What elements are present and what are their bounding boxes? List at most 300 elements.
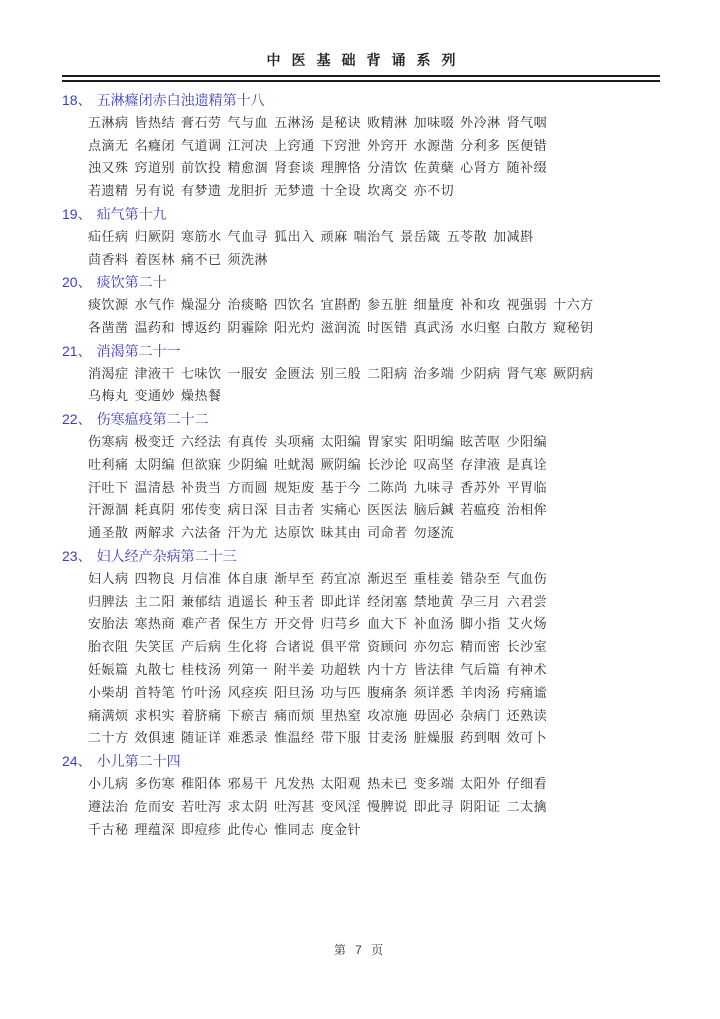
verse-item: 六君尝	[506, 593, 548, 609]
verse-item: 即此寻	[413, 798, 455, 814]
verse-item: 温清悬	[134, 479, 176, 495]
verse-row	[62, 682, 660, 705]
section	[62, 271, 660, 339]
verse-item: 水源凿	[413, 137, 455, 153]
verse-item: 内十方	[367, 661, 408, 677]
verse-item: 外窍开	[367, 137, 408, 153]
verse-item: 水气作	[134, 297, 176, 313]
verse-item: 阳明编	[413, 433, 455, 449]
verse-item: 禁地黄	[413, 593, 455, 609]
verse-item: 二十方	[88, 730, 129, 746]
verse-item: 乌梅丸	[88, 388, 129, 404]
verse-item: 此传心	[227, 821, 269, 837]
verse-item: 胎衣阻	[88, 639, 129, 655]
verse-item: 随证详	[181, 730, 222, 746]
verse-item: 存津液	[460, 456, 501, 472]
verse-item: 败精淋	[367, 114, 408, 130]
section-number: 21、	[62, 342, 92, 359]
verse-item: 点滴无	[88, 137, 129, 153]
verse-item: 六经法	[181, 433, 222, 449]
section	[62, 89, 660, 203]
verse-item: 补和攻	[460, 297, 501, 313]
verse-item: 医医法	[367, 502, 408, 518]
verse-item: 顽麻	[320, 228, 348, 244]
verse-item: 五淋病	[88, 114, 129, 130]
verse-item: 主二阳	[134, 593, 176, 609]
verse-item: 少阳编	[506, 433, 548, 449]
verse-item: 甘麦汤	[367, 730, 408, 746]
verse-item: 规矩废	[274, 479, 315, 495]
verse-item: 生化将	[227, 639, 269, 655]
verse-item: 昧其由	[320, 525, 362, 541]
verse-item: 列第一	[227, 661, 269, 677]
verse-item: 慢脾说	[367, 798, 408, 814]
verse-item: 基于今	[320, 479, 362, 495]
section	[62, 545, 660, 750]
verse-item: 气与血	[227, 114, 269, 130]
verse-item: 喘治气	[353, 228, 395, 244]
verse-item: 膏石劳	[181, 114, 222, 130]
verse-row	[62, 317, 660, 340]
verse-item: 分清饮	[367, 160, 408, 176]
verse-item: 水归壑	[460, 319, 501, 335]
verse-item: 疝任病	[88, 228, 129, 244]
verse-item: 治痰略	[227, 297, 269, 313]
verse-item: 脏燥服	[413, 730, 455, 746]
verse-item: 博返约	[181, 319, 222, 335]
verse-row	[62, 112, 660, 135]
verse-item: 下窍泄	[320, 137, 362, 153]
verse-item: 消渴症	[88, 365, 129, 381]
verse-item: 渐迟至	[367, 570, 408, 586]
section-title: 痰饮第二十	[96, 274, 167, 291]
verse-item: 着医林	[134, 251, 176, 267]
verse-item: 七味饮	[181, 365, 222, 381]
section	[62, 340, 660, 408]
verse-item: 治多端	[413, 365, 455, 381]
verse-item: 实痛心	[320, 502, 362, 518]
verse-item: 邪传变	[181, 502, 222, 518]
verse-item: 药到咽	[460, 730, 501, 746]
verse-item: 药宜凉	[320, 570, 362, 586]
section-heading	[62, 340, 660, 363]
page-header-title: 中医基础背诵系列	[266, 52, 467, 68]
verse-item: 疞痛谧	[506, 684, 548, 700]
verse-item: 六法备	[181, 525, 222, 541]
header-double-rule	[62, 75, 660, 82]
verse-item: 体自康	[227, 570, 269, 586]
verse-item: 错杂至	[460, 570, 501, 586]
verse-item: 叹高坚	[413, 456, 455, 472]
section	[62, 203, 660, 271]
verse-item: 厥阴编	[320, 456, 362, 472]
verse-item: 痛满烦	[88, 707, 129, 723]
verse-item: 燥热餐	[181, 388, 222, 404]
verse-item: 耗真阴	[134, 502, 176, 518]
verse-item: 重桂姜	[413, 570, 455, 586]
verse-item: 理脾恪	[320, 160, 362, 176]
verse-item: 毋固必	[413, 707, 455, 723]
verse-item: 十六方	[553, 297, 594, 313]
verse-item: 燥湿分	[181, 297, 222, 313]
verse-row	[62, 613, 660, 636]
verse-item: 补贵当	[181, 479, 222, 495]
section-heading	[62, 750, 660, 773]
section-title: 五淋癃闭赤白浊遗精第十八	[96, 92, 265, 108]
verse-item: 附半姜	[274, 661, 315, 677]
verse-row	[62, 591, 660, 614]
verse-item: 方而圆	[227, 479, 269, 495]
verse-item: 汗源涸	[88, 502, 129, 518]
verse-item: 肾气寒	[506, 365, 548, 381]
section-title: 小儿第二十四	[96, 753, 181, 770]
verse-item: 肾套谈	[274, 160, 315, 176]
verse-item: 厥阴病	[553, 365, 594, 381]
verse-item: 合诸说	[274, 639, 315, 655]
verse-row	[62, 727, 660, 750]
verse-item: 腹痛条	[367, 684, 408, 700]
verse-item: 少阴病	[460, 365, 501, 381]
verse-item: 五淋汤	[274, 114, 315, 130]
verse-item: 四饮名	[274, 297, 315, 313]
verse-item: 功超轶	[320, 661, 362, 677]
verse-item: 是秘诀	[320, 114, 362, 130]
verse-item: 羊肉汤	[460, 684, 501, 700]
verse-item: 若遗精	[88, 183, 129, 199]
verse-item: 温药和	[134, 319, 176, 335]
verse-item: 随补缀	[506, 160, 548, 176]
section-title: 消渴第二十一	[96, 342, 181, 359]
verse-item: 杂病门	[460, 707, 501, 723]
verse-item: 但欲寐	[181, 456, 222, 472]
verse-item: 求太阴	[227, 798, 269, 814]
verse-item: 极变迁	[134, 433, 176, 449]
verse-row	[62, 454, 660, 477]
sections	[62, 89, 660, 841]
verse-item: 气道调	[181, 137, 222, 153]
verse-item: 有梦遗	[181, 183, 222, 199]
section	[62, 408, 660, 545]
verse-item: 凡发热	[274, 775, 315, 791]
verse-item: 安胎法	[88, 616, 129, 632]
verse-item: 两解求	[134, 525, 176, 541]
verse-item: 丸散七	[134, 661, 176, 677]
verse-item: 度金针	[320, 821, 362, 837]
verse-item: 香苏外	[460, 479, 501, 495]
verse-item: 一服安	[227, 365, 269, 381]
verse-item: 吐利痛	[88, 456, 129, 472]
verse-item: 细量度	[413, 297, 455, 313]
verse-item: 痰饮源	[88, 297, 129, 313]
verse-item: 须详悉	[413, 684, 455, 700]
section-number: 18、	[62, 92, 92, 108]
verse-item: 妇人病	[88, 570, 129, 586]
verse-item: 气后篇	[460, 661, 501, 677]
verse-item: 即此详	[320, 593, 362, 609]
verse-item: 危而安	[134, 798, 176, 814]
verse-item: 孕三月	[460, 593, 501, 609]
verse-item: 吐泻甚	[274, 798, 315, 814]
verse-item: 艾火炀	[506, 616, 548, 632]
verse-item: 开交骨	[274, 616, 315, 632]
verse-item: 太阴编	[134, 456, 176, 472]
verse-row	[62, 705, 660, 728]
verse-item: 通圣散	[88, 525, 129, 541]
verse-item: 伤寒病	[88, 433, 129, 449]
section-title: 疝气第十九	[96, 205, 167, 222]
verse-item: 变多端	[413, 775, 455, 791]
verse-item: 眩苦呕	[460, 433, 501, 449]
verse-item: 外冷淋	[460, 114, 501, 130]
verse-item: 无梦遗	[274, 183, 315, 199]
verse-item: 少阴编	[227, 456, 269, 472]
verse-item: 热未已	[367, 775, 408, 791]
verse-item: 理蕴深	[134, 821, 176, 837]
verse-item: 茴香料	[88, 251, 129, 267]
section-heading	[62, 545, 660, 568]
verse-item: 阳光灼	[274, 319, 315, 335]
verse-item: 皆法律	[413, 661, 455, 677]
section-heading	[62, 89, 660, 112]
verse-item: 胃家实	[367, 433, 408, 449]
verse-item: 亦勿忘	[413, 639, 455, 655]
verse-item: 即痘疹	[181, 821, 222, 837]
verse-item: 脑后鍼	[413, 502, 455, 518]
verse-item: 名癃闭	[134, 137, 176, 153]
verse-item: 病日深	[227, 502, 269, 518]
verse-item: 治相侔	[506, 502, 548, 518]
verse-item: 目击者	[274, 502, 315, 518]
verse-item: 津液干	[134, 365, 176, 381]
verse-item: 补血汤	[413, 616, 455, 632]
verse-item: 加味啜	[413, 114, 455, 130]
verse-item: 须洗淋	[227, 251, 269, 267]
section-number: 23、	[62, 547, 92, 564]
verse-item: 小柴胡	[88, 684, 129, 700]
verse-item: 遵法治	[88, 798, 129, 814]
verse-item: 兼郁结	[181, 593, 222, 609]
verse-item: 白散方	[506, 319, 548, 335]
verse-item: 保生方	[227, 616, 269, 632]
verse-item: 稚阳体	[181, 775, 222, 791]
verse-row	[62, 180, 660, 203]
section-heading	[62, 408, 660, 431]
verse-item: 多伤寒	[134, 775, 176, 791]
verse-item: 下瘀吉	[227, 707, 269, 723]
verse-item: 里热窒	[320, 707, 362, 723]
verse-item: 寒热商	[134, 616, 176, 632]
verse-item: 归芎乡	[320, 616, 362, 632]
verse-item: 失笑匡	[134, 639, 176, 655]
section-title: 伤寒瘟疫第二十二	[96, 411, 209, 428]
verse-item: 还熟读	[506, 707, 548, 723]
section-number: 22、	[62, 411, 92, 428]
verse-item: 月信准	[181, 570, 222, 586]
verse-row	[62, 249, 660, 272]
verse-item: 有真传	[227, 433, 269, 449]
verse-item: 另有说	[134, 183, 176, 199]
verse-item: 邪易干	[227, 775, 269, 791]
section-heading	[62, 271, 660, 294]
verse-item: 太阳观	[320, 775, 362, 791]
verse-item: 上窍通	[274, 137, 315, 153]
verse-item: 龙胆折	[227, 183, 269, 199]
verse-row	[62, 135, 660, 158]
verse-item: 佐黄蘖	[413, 160, 455, 176]
verse-item: 脚小指	[460, 616, 501, 632]
verse-item: 气血伤	[506, 570, 548, 586]
verse-item: 归脾法	[88, 593, 129, 609]
verse-item: 阴阳证	[460, 798, 501, 814]
verse-item: 四物良	[134, 570, 176, 586]
section-number: 24、	[62, 753, 92, 770]
verse-item: 是真诠	[506, 456, 548, 472]
verse-item: 千古秘	[88, 821, 129, 837]
verse-item: 头项痛	[274, 433, 315, 449]
section-number: 20、	[62, 274, 92, 291]
document-page	[62, 50, 660, 841]
verse-row	[62, 773, 660, 796]
verse-item: 医便错	[506, 137, 548, 153]
verse-item: 有神术	[506, 661, 548, 677]
verse-row	[62, 499, 660, 522]
verse-item: 各凿凿	[88, 319, 129, 335]
verse-item: 产后病	[181, 639, 222, 655]
verse-item: 难产者	[181, 616, 222, 632]
verse-item: 阳旦汤	[274, 684, 315, 700]
section	[62, 750, 660, 841]
verse-item: 风痉疾	[227, 684, 269, 700]
verse-item: 皆热结	[134, 114, 176, 130]
section-number: 19、	[62, 205, 92, 222]
verse-row	[62, 477, 660, 500]
verse-item: 带下服	[320, 730, 362, 746]
verse-item: 前饮投	[181, 160, 222, 176]
verse-item: 气血寻	[227, 228, 269, 244]
verse-item: 坎离交	[367, 183, 408, 199]
verse-item: 金匮法	[274, 365, 315, 381]
verse-item: 竹叶汤	[181, 684, 222, 700]
verse-item: 俱平常	[320, 639, 362, 655]
verse-item: 攻凉施	[367, 707, 408, 723]
verse-item: 着脐痛	[181, 707, 222, 723]
verse-item: 变风淫	[320, 798, 362, 814]
verse-row	[62, 796, 660, 819]
verse-item: 太阳外	[460, 775, 501, 791]
verse-row	[62, 385, 660, 408]
verse-row	[62, 522, 660, 545]
verse-item: 平胃临	[506, 479, 548, 495]
verse-item: 渐早至	[274, 570, 315, 586]
verse-item: 亦不切	[413, 183, 455, 199]
verse-item: 桂枝汤	[181, 661, 222, 677]
verse-item: 归厥阴	[134, 228, 176, 244]
verse-item: 江河决	[227, 137, 269, 153]
section-title: 妇人经产杂病第二十三	[96, 547, 237, 564]
verse-item: 视强弱	[506, 297, 548, 313]
verse-item: 宜斟酌	[320, 297, 362, 313]
verse-row	[62, 294, 660, 317]
verse-item: 痛而烦	[274, 707, 315, 723]
verse-item: 妊娠篇	[88, 661, 129, 677]
verse-item: 狐出入	[274, 228, 315, 244]
verse-item: 长沙论	[367, 456, 408, 472]
verse-row	[62, 157, 660, 180]
verse-item: 加减斟	[493, 228, 534, 244]
verse-item: 血大下	[367, 616, 408, 632]
verse-item: 长沙室	[506, 639, 548, 655]
verse-row	[62, 659, 660, 682]
verse-item: 若瘟疫	[460, 502, 501, 518]
verse-item: 参五脏	[367, 297, 408, 313]
verse-item: 真武汤	[413, 319, 455, 335]
verse-item: 求枳实	[134, 707, 176, 723]
verse-item: 效可卜	[506, 730, 548, 746]
verse-item: 种玉者	[274, 593, 315, 609]
verse-item: 汗为尤	[227, 525, 269, 541]
verse-item: 窥秘钥	[553, 319, 594, 335]
verse-row	[62, 819, 660, 842]
verse-item: 滋润流	[320, 319, 362, 335]
verse-item: 难悉录	[227, 730, 269, 746]
verse-item: 窍道别	[134, 160, 176, 176]
verse-item: 效俱速	[134, 730, 176, 746]
verse-item: 勿逐流	[413, 525, 455, 541]
verse-row	[62, 636, 660, 659]
verse-item: 阴霾除	[227, 319, 269, 335]
verse-item: 太阳编	[320, 433, 362, 449]
verse-item: 仔细看	[506, 775, 548, 791]
verse-item: 五苓散	[446, 228, 488, 244]
verse-item: 资顾问	[367, 639, 408, 655]
verse-item: 时医错	[367, 319, 408, 335]
verse-row	[62, 363, 660, 386]
verse-item: 若吐泻	[181, 798, 222, 814]
verse-item: 九味寻	[413, 479, 455, 495]
verse-item: 司命者	[367, 525, 408, 541]
verse-item: 二陈尚	[367, 479, 408, 495]
verse-item: 惟同志	[274, 821, 315, 837]
verse-item: 分利多	[460, 137, 501, 153]
verse-item: 功与匹	[320, 684, 362, 700]
verse-item: 惟温经	[274, 730, 315, 746]
verse-item: 浊又殊	[88, 160, 129, 176]
page-number: 第 7 页	[333, 943, 387, 957]
verse-item: 精而密	[460, 639, 501, 655]
verse-item: 别三般	[320, 365, 362, 381]
verse-item: 变通妙	[134, 388, 176, 404]
verse-item: 二阳病	[367, 365, 408, 381]
verse-item: 二太擒	[506, 798, 548, 814]
verse-item: 痛不已	[181, 251, 222, 267]
section-heading	[62, 203, 660, 226]
verse-row	[62, 568, 660, 591]
verse-item: 经闭塞	[367, 593, 408, 609]
verse-item: 小儿病	[88, 775, 129, 791]
verse-item: 寒筋水	[181, 228, 222, 244]
verse-item: 吐蚘渴	[274, 456, 315, 472]
verse-row	[62, 431, 660, 454]
verse-item: 达原饮	[274, 525, 315, 541]
verse-item: 心肾方	[460, 160, 501, 176]
verse-item: 首特笔	[134, 684, 176, 700]
verse-item: 景岳箴	[400, 228, 441, 244]
verse-item: 十全设	[320, 183, 362, 199]
verse-item: 汗吐下	[88, 479, 129, 495]
verse-item: 肾气咽	[506, 114, 548, 130]
verse-row	[62, 226, 660, 249]
verse-item: 精愈涸	[227, 160, 269, 176]
